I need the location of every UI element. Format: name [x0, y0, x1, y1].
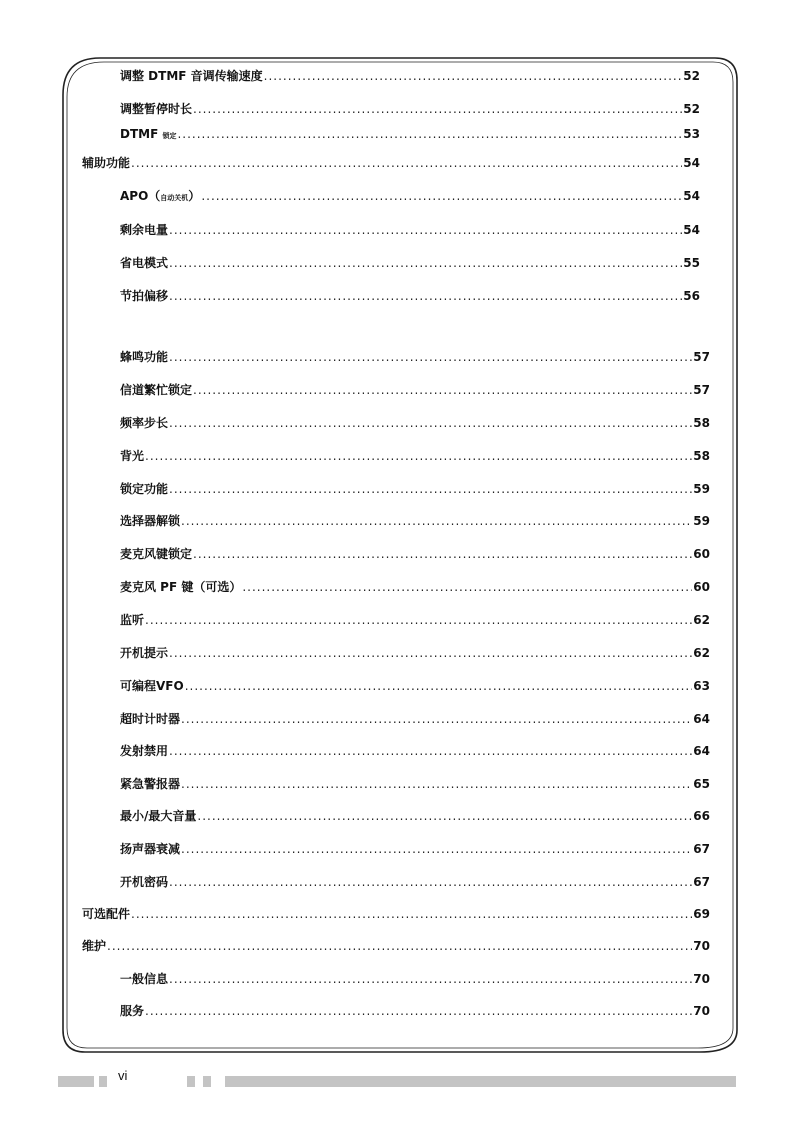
toc-entry-backlight[interactable]: [120, 448, 710, 464]
dot-leader: [169, 481, 692, 497]
toc-page: 54: [683, 156, 700, 170]
toc-entry-apo[interactable]: [120, 188, 700, 206]
toc-entry-monitor[interactable]: [120, 612, 710, 628]
dot-leader: [169, 222, 682, 238]
toc-entry-battery[interactable]: [120, 222, 700, 238]
toc-entry-power-on-password[interactable]: [120, 874, 710, 890]
toc-page: 53: [683, 127, 700, 141]
toc-page: 63: [693, 679, 710, 693]
toc-entry-service[interactable]: [120, 1003, 710, 1019]
page-number: vi: [118, 1068, 128, 1083]
toc-entry-tx-inhibit[interactable]: [120, 743, 710, 759]
toc-entry-timeout-timer[interactable]: [120, 711, 710, 727]
toc-label: 发射禁用: [120, 744, 169, 758]
dot-leader: [181, 513, 692, 529]
dot-leader: [169, 645, 692, 661]
toc-label: 调整 DTMF 音调传输速度: [120, 69, 263, 83]
toc-entry-min-max-volume[interactable]: [120, 808, 710, 824]
dot-leader: [264, 68, 683, 84]
toc-entry-power-on-message[interactable]: [120, 645, 710, 661]
dot-leader: [131, 906, 692, 922]
toc-label: 超时计时器: [120, 712, 181, 726]
dot-leader: [193, 101, 682, 117]
toc-label: 最小/最大音量: [120, 809, 197, 823]
toc-label: 紧急警报器: [120, 777, 181, 791]
toc-page: 67: [693, 875, 710, 889]
dot-leader: [145, 1003, 692, 1019]
toc-entry-optional-accessories[interactable]: [82, 906, 710, 922]
dot-leader: [242, 579, 692, 595]
toc-label: 一般信息: [120, 972, 169, 986]
dot-leader: [193, 546, 692, 562]
dot-leader: [197, 808, 692, 824]
toc-label: 节拍偏移: [120, 289, 169, 303]
toc-entry-selector-unlock[interactable]: [120, 513, 710, 529]
toc-entry-pause-duration[interactable]: [120, 101, 700, 117]
toc-label: 维护: [82, 939, 107, 953]
toc-page: 57: [693, 383, 710, 397]
toc-label: 省电模式: [120, 256, 169, 270]
toc-label: 频率步长: [120, 416, 169, 430]
footer-bar-small: [187, 1076, 195, 1087]
toc-label: 可编程VFO: [120, 679, 184, 693]
dot-leader: [177, 126, 682, 142]
dot-leader: [169, 288, 682, 304]
toc-label: 信道繁忙锁定: [120, 383, 193, 397]
toc-page: 64: [693, 744, 710, 758]
toc-page: 54: [683, 223, 700, 237]
toc-page: 70: [693, 972, 710, 986]
toc-page: 59: [693, 482, 710, 496]
toc-label: 开机提示: [120, 646, 169, 660]
toc-page: 65: [693, 777, 710, 791]
toc-entry-power-save[interactable]: [120, 255, 700, 271]
dot-leader: [181, 841, 692, 857]
toc-entry-programmable-vfo[interactable]: [120, 678, 710, 694]
toc-entry-mic-key-lock[interactable]: [120, 546, 710, 562]
dot-leader: [169, 971, 692, 987]
toc-page: 60: [693, 547, 710, 561]
toc-entry-aux-functions[interactable]: [82, 155, 700, 171]
toc-entry-beep[interactable]: [120, 349, 710, 365]
toc-label: 锁定功能: [120, 482, 169, 496]
toc-label: 剩余电量: [120, 223, 169, 237]
toc-page: 52: [683, 102, 700, 116]
toc-page: 56: [683, 289, 700, 303]
toc-label: 蜂鸣功能: [120, 350, 169, 364]
toc-page: 59: [693, 514, 710, 528]
toc-label: 服务: [120, 1004, 145, 1018]
toc-page: 69: [693, 907, 710, 921]
toc-page: 70: [693, 1004, 710, 1018]
toc-page: 62: [693, 646, 710, 660]
dot-leader: [201, 188, 682, 204]
toc-label: 监听: [120, 613, 145, 627]
dot-leader: [181, 711, 692, 727]
toc-label: 开机密码: [120, 875, 169, 889]
toc-entry-beat-shift[interactable]: [120, 288, 700, 304]
dot-leader: [169, 349, 692, 365]
toc-entry-lock-function[interactable]: [120, 481, 710, 497]
footer-bar-right: [225, 1076, 736, 1087]
toc-page: 67: [693, 842, 710, 856]
toc-entry-freq-step[interactable]: [120, 415, 710, 431]
toc-page: 62: [693, 613, 710, 627]
toc-entry-emergency-siren[interactable]: [120, 776, 710, 792]
toc-label: 辅助功能: [82, 156, 131, 170]
toc-label: 麦克风 PF 键（可选）: [120, 580, 242, 594]
toc-page: 58: [693, 449, 710, 463]
dot-leader: [131, 155, 682, 171]
toc-label: 麦克风键锁定: [120, 547, 193, 561]
toc-page: 58: [693, 416, 710, 430]
toc-page: 64: [693, 712, 710, 726]
footer-bar-small: [99, 1076, 107, 1087]
toc-label: DTMF 锁定: [120, 127, 177, 141]
toc-entry-maintenance[interactable]: [82, 938, 710, 954]
toc-entry-busy-lockout[interactable]: [120, 382, 710, 398]
dot-leader: [169, 415, 692, 431]
toc-page: 66: [693, 809, 710, 823]
dot-leader: [169, 255, 682, 271]
toc-label: 可选配件: [82, 907, 131, 921]
toc-page: 60: [693, 580, 710, 594]
dot-leader: [169, 743, 692, 759]
footer-bar-small: [203, 1076, 211, 1087]
toc-page: 54: [683, 189, 700, 203]
dot-leader: [107, 938, 692, 954]
dot-leader: [193, 382, 692, 398]
toc-page: 55: [683, 256, 700, 270]
dot-leader: [169, 874, 692, 890]
toc-entry-general-info[interactable]: [120, 971, 710, 987]
toc-page: 70: [693, 939, 710, 953]
dot-leader: [181, 776, 692, 792]
toc-label: 选择器解锁: [120, 514, 181, 528]
dot-leader: [145, 612, 692, 628]
toc-label: 背光: [120, 449, 145, 463]
toc-entry-dtmf-speed[interactable]: [120, 68, 700, 84]
toc-label: APO（自动关机）: [120, 189, 201, 203]
dot-leader: [145, 448, 692, 464]
toc-label: 调整暂停时长: [120, 102, 193, 116]
toc-label-note: 锁定: [162, 132, 177, 140]
toc-page: 52: [683, 69, 700, 83]
toc-entry-mic-pf-key[interactable]: [120, 579, 710, 595]
toc-label: 扬声器衰减: [120, 842, 181, 856]
toc-entry-speaker-attenuation[interactable]: [120, 841, 710, 857]
toc-page: 57: [693, 350, 710, 364]
toc-label-note: 自动关机: [160, 194, 189, 202]
dot-leader: [185, 678, 693, 694]
footer-bar-left: [58, 1076, 94, 1087]
toc-entry-dtmf-lock[interactable]: [120, 126, 700, 144]
